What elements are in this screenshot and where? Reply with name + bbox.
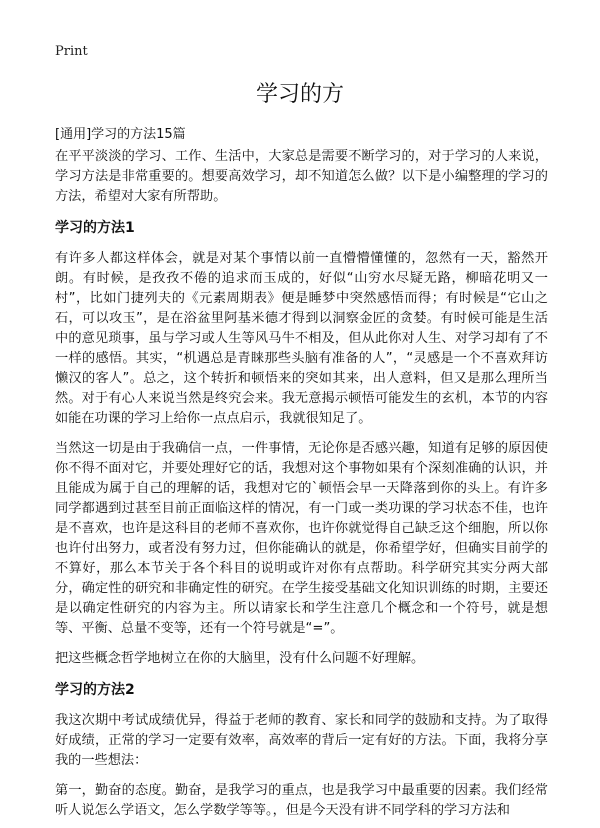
section2-paragraph-2: 第一，勤奋的态度。勤奋，是我学习的重点，也是我学习中最重要的因素。我们经常听人说怎么学语文，怎么学数学等等。，但是今天没有讲不同学科的学习方法和 <box>55 783 548 818</box>
print-label[interactable]: Print <box>55 44 88 59</box>
page-title: 学习的方 <box>255 82 344 107</box>
article-body <box>55 147 548 828</box>
section-heading-2: 学习的方法2 <box>55 682 135 698</box>
section-heading-1: 学习的方法1 <box>55 220 135 236</box>
section1-paragraph-3: 把这些概念哲学地树立在你的大脑里，没有什么问题不好理解。 <box>55 651 425 666</box>
document-subtitle: [通用]学习的方法15篇 <box>55 127 186 142</box>
section2-paragraph-1: 我这次期中考试成绩优异，得益于老师的教育、家长和同学的鼓励和支持。为了取得好成绩，正常的学习一定要有效率，高效率的背后一定有好的方法。下面，我将分享我的一些想法： <box>55 713 548 768</box>
section1-paragraph-2: 当然这一切是由于我确信一点，一件事情，无论你是否感兴趣，知道有足够的原因使你不得不面对它，并要处理好它的话，我想对这个事物如果有个深刻准确的认识，并且能成为属于自己的理解的话，我想对它的`顿悟会早一天降落到你的头上。有许多同学都遇到过甚至目前正面临这样的情况，有一门或一类功课的学习状态不佳，也许是不喜欢，也许是这科目的老师不喜欢你，也许你就觉得自己缺乏这个细胞，所以你也许付出努力，或者没有努力过，但你能确认的就是，你希望学好，但确实目前学的不算好，那么本节关于各个科目的说明或许对你有点帮助。科学研究其实分两大部分，确定性的研究和非确定性的研究。在学生接受基础文化知识训练的时期，主要还是以确定性研究的内容为主。所以请家长和学生注意几个概念和一个符号，就是想等、平衡、总量不变等，还有一个符号就是“=”。 <box>55 441 548 636</box>
section1-paragraph-1: 有许多人都这样体会，就是对某个事情以前一直懵懵懂懂的，忽然有一天，豁然开朗。有时候，是孜孜不倦的追求而玉成的，好似“山穷水尽疑无路，柳暗花明又一村”，比如门捷列夫的《元素周期表》便是睡梦中突然感悟而得；有时候是“它山之石，可以攻玉”，是在浴盆里阿基米德才得到以洞察金匠的贪婪。有时候可能是生活中的意见琐事，虽与学习或人生等风马牛不相及，但从此你对人生、对学习却有了不一样的感悟。其实，“机遇总是青睐那些头脑有准备的人”，“灵感是一个不喜欢拜访懒汉的客人”。总之，这个转折和顿悟来的突如其来，出人意料，但又是那么理所当然。对于有心人来说当然是终究会来。我无意揭示顿悟可能发生的玄机，本节的内容如能在功课的学习上给你一点点启示，我就很知足了。 <box>55 251 548 426</box>
intro-paragraph: 在平平淡淡的学习、工作、生活中，大家总是需要不断学习的，对于学习的人来说，学习方法是非常重要的。想要高效学习，却不知道怎么做？以下是小编整理的学习的方法，希望对大家有所帮助。 <box>55 149 548 204</box>
